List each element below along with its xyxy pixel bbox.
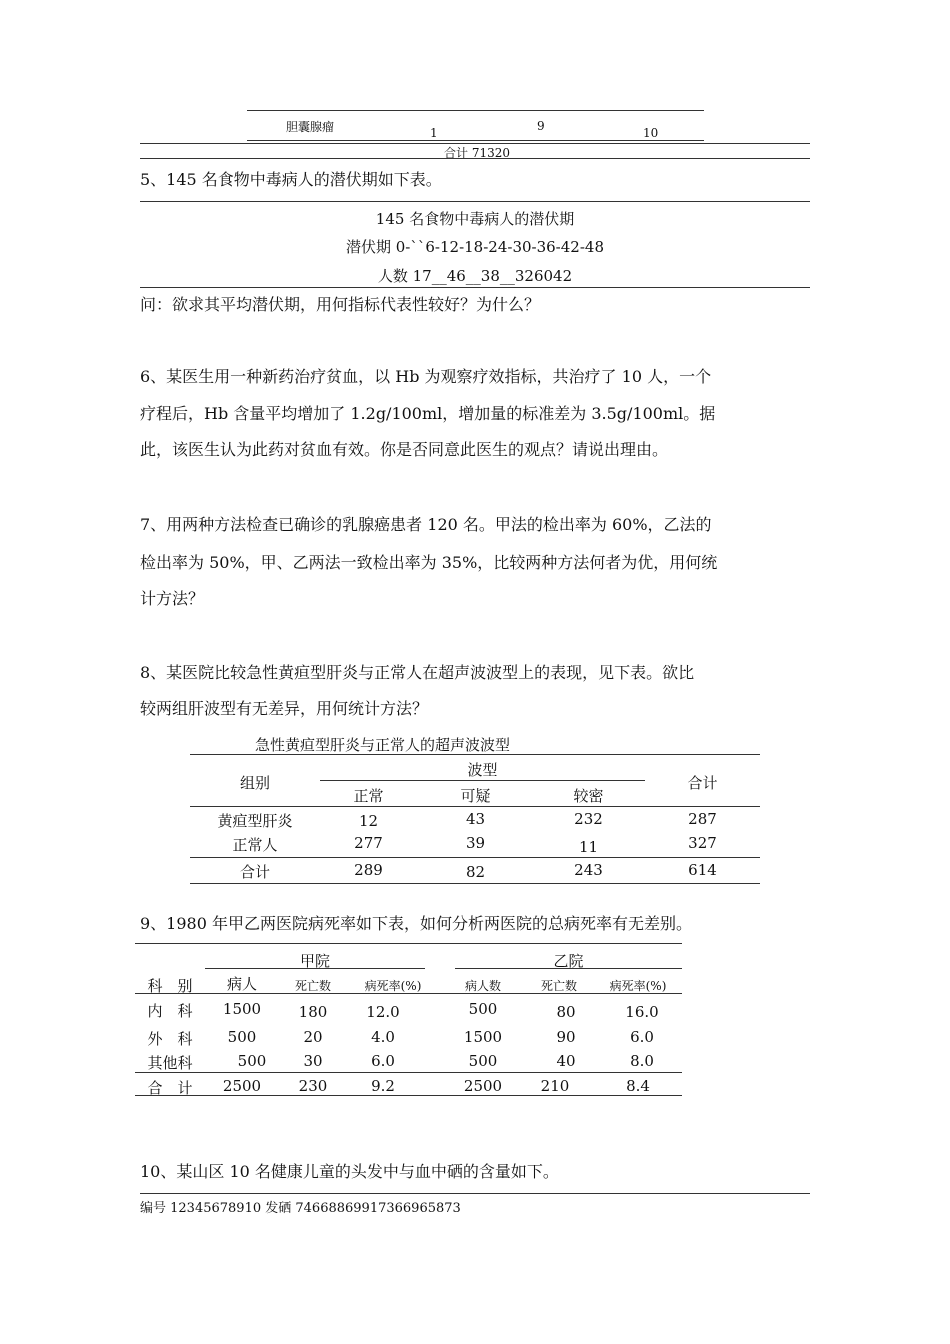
q9-cell: 40 — [556, 1052, 576, 1070]
q9-cell: 500 — [237, 1052, 267, 1070]
q8-wave-header: 波型 — [467, 761, 498, 779]
q6-line: 6、某医生用一种新药治疗贫血，以 Hb 为观察疗效指标，共治疗了 10 人，一个 — [140, 367, 712, 386]
q5-question: 问：欲求其平均潜伏期，用何指标代表性较好？为什么？ — [140, 295, 541, 314]
q9-table-rule — [135, 1095, 682, 1096]
q9-hosp-a: 甲院 — [299, 952, 330, 970]
q9-row-label: 合 计 — [147, 1079, 193, 1097]
q8-table-rule — [190, 754, 760, 755]
q5-table-rule — [140, 287, 810, 288]
q9-sub-header: 病人数 — [464, 979, 501, 993]
q9-sub-header: 病死率(%) — [609, 979, 667, 993]
q5-table-rule — [140, 201, 810, 202]
q8-cell: 12 — [358, 812, 379, 830]
q8-sub-header: 正常 — [353, 787, 384, 805]
q8-row-label: 正常人 — [232, 836, 278, 854]
q9-cell: 500 — [468, 1000, 498, 1018]
q8-table-title: 急性黄疸型肝炎与正常人的超声波波型 — [255, 736, 511, 754]
q9-cell: 16.0 — [625, 1003, 659, 1021]
q9-cell: 1500 — [222, 1000, 262, 1018]
q9-cell: 500 — [468, 1052, 498, 1070]
top-table-cell: 1 — [430, 126, 438, 140]
q9-row-label: 内 科 — [147, 1002, 193, 1020]
q9-hosp-b: 乙院 — [553, 952, 584, 970]
q8-cell: 243 — [574, 861, 603, 879]
q9-table-rule — [135, 993, 682, 994]
q8-table-rule — [190, 883, 760, 884]
top-table-total: 合计 71320 — [444, 146, 510, 160]
top-table-rule — [140, 158, 810, 159]
q9-table-rule — [135, 1072, 682, 1073]
q8-cell: 39 — [465, 834, 486, 852]
q8-cell: 11 — [578, 838, 599, 856]
q6-line: 此，该医生认为此药对贫血有效。你是否同意此医生的观点？请说出理由。 — [140, 440, 669, 459]
q9-table-rule — [455, 968, 682, 969]
q9-cell: 80 — [556, 1003, 576, 1021]
q9-cell: 9.2 — [371, 1077, 395, 1095]
q9-table-rule — [205, 968, 425, 969]
q8-row-total: 327 — [688, 834, 717, 852]
q9-cell: 12.0 — [366, 1003, 400, 1021]
q5-text: 5、145 名食物中毒病人的潜伏期如下表。 — [140, 170, 442, 189]
top-table-rule — [247, 110, 704, 111]
q9-cell: 2500 — [463, 1077, 503, 1095]
top-table-row-label: 胆囊腺瘤 — [286, 120, 335, 134]
q9-dept-header: 科 别 — [147, 977, 193, 995]
q7-line: 计方法？ — [140, 589, 205, 608]
top-table-cell: 10 — [643, 126, 659, 140]
q8-cell: 289 — [354, 861, 383, 879]
q5-table-row: 人数 17__46__38__326042 — [377, 267, 573, 285]
q8-row-total: 614 — [688, 861, 717, 879]
q8-cell: 82 — [465, 863, 486, 881]
q8-sub-header: 较密 — [573, 787, 604, 805]
q8-row-label: 黄疸型肝炎 — [217, 812, 293, 830]
q8-cell: 43 — [465, 810, 486, 828]
q9-row-label: 其他科 — [147, 1054, 193, 1072]
q9-table-rule — [135, 943, 682, 944]
q9-cell: 6.0 — [630, 1028, 654, 1046]
q7-line: 检出率为 50%，甲、乙两法一致检出率为 35%，比较两种方法何者为优，用何统 — [140, 553, 718, 572]
q8-cell: 232 — [574, 810, 603, 828]
q9-cell: 180 — [298, 1003, 328, 1021]
q8-group-header: 组别 — [239, 774, 270, 792]
q9-sub-header: 病死率(%) — [364, 979, 422, 993]
top-table-rule — [247, 140, 704, 141]
q9-sub-header: 死亡数 — [540, 979, 577, 993]
q9-row-label: 外 科 — [147, 1030, 193, 1048]
q9-sub-header: 死亡数 — [294, 979, 331, 993]
q9-cell: 230 — [298, 1077, 328, 1095]
top-table-cell: 9 — [537, 119, 545, 133]
q9-cell: 210 — [540, 1077, 570, 1095]
q9-sub-header: 病人 — [226, 975, 257, 993]
q8-line: 较两组肝波型有无差异，用何统计方法？ — [140, 699, 429, 718]
q5-table-title: 145 名食物中毒病人的潜伏期 — [375, 210, 575, 228]
q9-cell: 20 — [303, 1028, 323, 1046]
q8-sub-header: 可疑 — [460, 787, 491, 805]
q9-cell: 1500 — [463, 1028, 503, 1046]
q9-cell: 500 — [227, 1028, 257, 1046]
q9-cell: 4.0 — [371, 1028, 395, 1046]
q10-table-rule — [140, 1193, 810, 1194]
q8-row-total: 287 — [688, 810, 717, 828]
q8-table-rule — [190, 806, 760, 807]
q8-table-rule — [320, 780, 645, 781]
q9-cell: 90 — [556, 1028, 576, 1046]
q10-footer-row: 编号 12345678910 发硒 74668869917366965873 — [140, 1201, 461, 1216]
q9-cell: 2500 — [222, 1077, 262, 1095]
q8-line: 8、某医院比较急性黄疸型肝炎与正常人在超声波波型上的表现，见下表。欲比 — [140, 663, 695, 682]
q9-cell: 8.4 — [626, 1077, 650, 1095]
q8-total-header: 合计 — [687, 774, 718, 792]
q6-line: 疗程后，Hb 含量平均增加了 1.2g/100ml，增加量的标准差为 3.5g/100ml。据 — [140, 404, 716, 423]
q5-table-row: 潜伏期 0-``6-12-18-24-30-36-42-48 — [345, 238, 604, 256]
q7-line: 7、用两种方法检查已确诊的乳腺癌患者 120 名。甲法的检出率为 60%，乙法的 — [140, 515, 712, 534]
q9-text: 9、1980 年甲乙两医院病死率如下表，如何分析两医院的总病死率有无差别。 — [140, 914, 692, 933]
q8-table-rule — [190, 857, 760, 858]
q9-cell: 8.0 — [630, 1052, 654, 1070]
q8-cell: 277 — [354, 834, 383, 852]
q10-text: 10、某山区 10 名健康儿童的头发中与血中硒的含量如下。 — [140, 1162, 559, 1181]
q8-row-label: 合计 — [239, 863, 270, 881]
q9-cell: 6.0 — [371, 1052, 395, 1070]
q9-cell: 30 — [303, 1052, 323, 1070]
